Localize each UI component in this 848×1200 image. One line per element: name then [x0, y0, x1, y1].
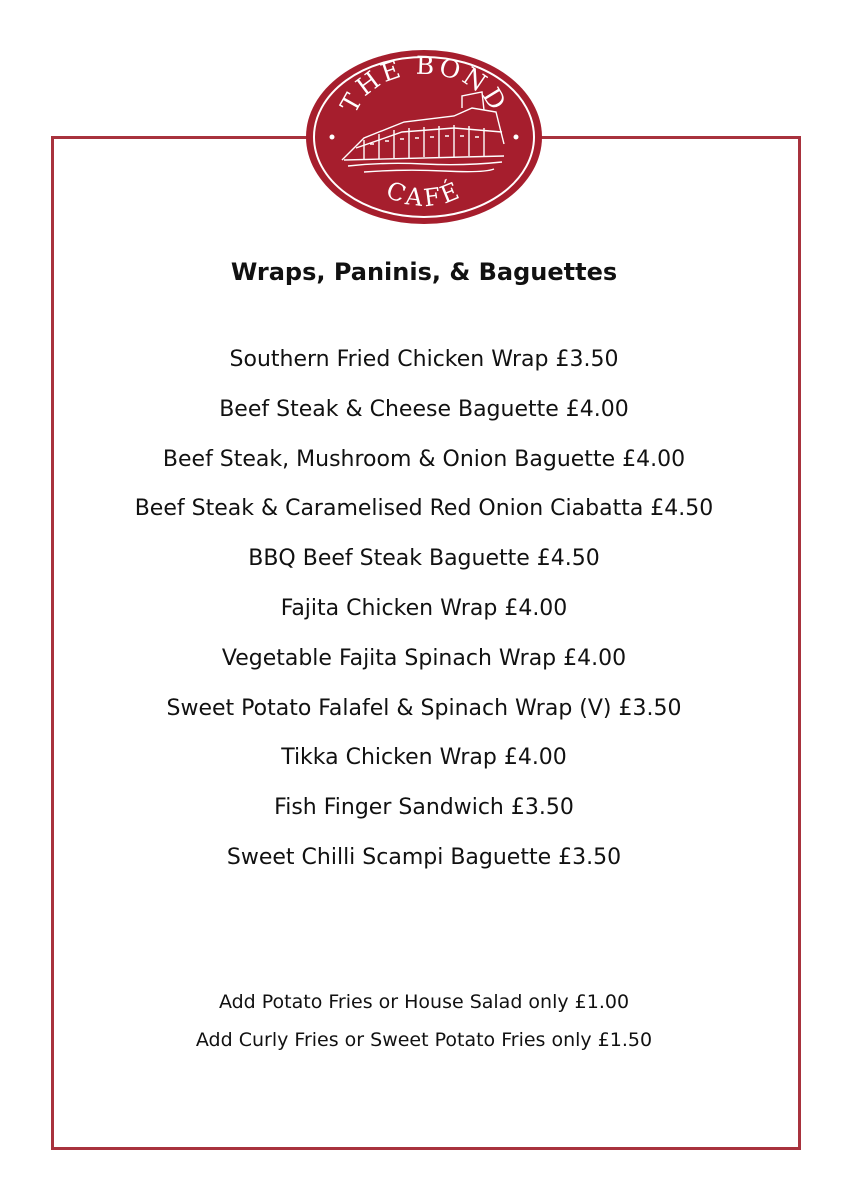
menu-item-list [0, 335, 848, 883]
menu-item: Beef Steak & Caramelised Red Onion Ciabatta £4.50 [134, 496, 714, 522]
menu-item: Fajita Chicken Wrap £4.00 [280, 595, 568, 621]
menu-item: Tikka Chicken Wrap £4.00 [281, 745, 567, 771]
menu-section-title: Wraps, Paninis, & Baguettes [230, 258, 618, 286]
menu-item: Sweet Potato Falafel & Spinach Wrap (V) £3.50 [166, 695, 682, 721]
menu-item: Southern Fried Chicken Wrap £3.50 [229, 347, 619, 372]
logo-top-text: THE BOND [334, 50, 514, 118]
menu-item: Beef Steak, Mushroom & Onion Baguette £4.00 [162, 446, 686, 472]
addon-list [0, 983, 848, 1059]
menu-item: BBQ Beef Steak Baguette £4.50 [248, 546, 600, 572]
the-bond-cafe-logo [304, 48, 544, 226]
addon-line: Add Potato Fries or House Salad only £1.00 [218, 991, 630, 1013]
logo-bottom-text: CAFÉ [382, 175, 466, 213]
menu-item: Beef Steak & Cheese Baguette £4.00 [219, 396, 629, 422]
menu-item: Fish Finger Sandwich £3.50 [274, 795, 574, 821]
addon-line: Add Curly Fries or Sweet Potato Fries only £1.50 [195, 1029, 653, 1051]
menu-item: Sweet Chilli Scampi Baguette £3.50 [226, 844, 622, 870]
menu-item: Vegetable Fajita Spinach Wrap £4.00 [221, 645, 627, 671]
